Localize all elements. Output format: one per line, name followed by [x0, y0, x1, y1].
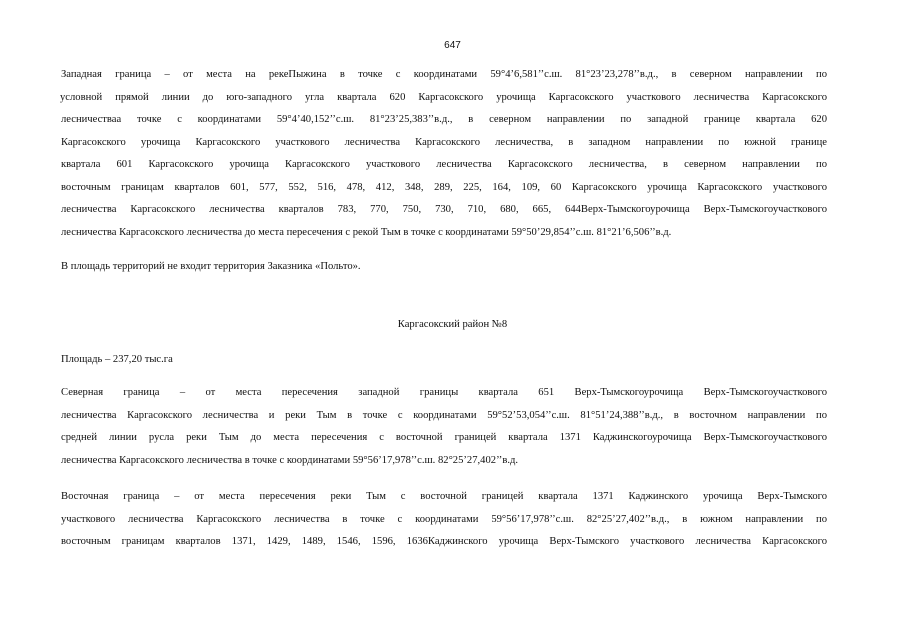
paragraph-line: условной прямой линии до юго-западного угла квартала 620 Каргасокского урочища Каргасокского участкового лесничества Каргасокского	[60, 91, 827, 103]
paragraph-line: Площадь – 237,20 тыс.га	[61, 354, 173, 365]
paragraph-line: участкового лесничества Каргасокского лесничества в точке с координатами 59°56’17,978’’с.ш. 82°25’27,402’’в.д., в южном направлении по	[61, 513, 827, 525]
paragraph-line: средней линии русла реки Тым до места пересечения с восточной границей квартала 1371 Каджинскогоурочища Верх-Тымскогоучасткового	[61, 432, 827, 443]
western-border-paragraph	[61, 64, 827, 244]
paragraph-line: Восточная граница – от места пересечения реки Тым с восточной границей квартала 1371 Каджинского урочища Верх-Тымского	[61, 491, 827, 502]
paragraph-line: Северная граница – от места пересечения западной границы квартала 651 Верх-Тымскогоурочища Верх-Тымскогоучасткового	[61, 387, 827, 398]
paragraph-line: Каргасокского урочища Каргасокского участкового лесничества Каргасокского лесничества, в западном направлении по южной границе	[61, 136, 827, 148]
paragraph-line: восточным границам кварталов 601, 577, 552, 516, 478, 412, 348, 289, 225, 164, 109, 60 Каргасокского урочища Каргасокского участкового	[61, 181, 827, 193]
area-line	[61, 349, 827, 372]
page-number: 647	[444, 40, 461, 51]
paragraph-line: лесничества Каргасокского лесничества кварталов 783, 770, 750, 730, 710, 680, 665, 644Верх-Тымскогоурочища Верх-Тымскогоучасткового	[61, 204, 827, 215]
paragraph-line: лесничества Каргасокского лесничества и реки Тым в точке с координатами 59°52’53,054’’с.ш. 81°51’24,388’’в.д., в восточном направлении по	[61, 409, 827, 421]
paragraph-line: лесничества Каргасокского лесничества в точке с координатами 59°56’17,978’’с.ш. 82°25’27,402’’в.д.	[61, 454, 519, 466]
district-heading: Каргасокский район №8	[397, 319, 508, 330]
paragraph-line: В площадь территорий не входит территория Заказника «Польто».	[61, 261, 361, 272]
paragraph-line: лесничества Каргасокского лесничества до места пересечения с рекой Тым в точке с координатами 59°50’29,854’’с.ш. 81°21’6,506’’в.д.	[61, 226, 672, 238]
exclusion-note	[61, 256, 827, 279]
paragraph-line: квартала 601 Каргасокского урочища Каргасокского участкового лесничества Каргасокского лесничества, в северном направлении по	[61, 159, 827, 170]
paragraph-line: лесничестваа точке с координатами 59°4’40,152’’с.ш. 81°23’25,383’’в.д., в северном направлении по западной границе квартала 620	[61, 114, 827, 125]
paragraph-line: Западная граница – от места на рекеПыжина в точке с координатами 59°4’6,581’’с.ш. 81°23’23,278’’в.д., в северном направлении по	[61, 69, 827, 80]
paragraph-line: восточным границам кварталов 1371, 1429, 1489, 1546, 1596, 1636Каджинского урочища Верх-Тымского участкового лесничества Каргасокского	[61, 536, 827, 547]
northern-border-paragraph	[61, 382, 827, 472]
eastern-border-paragraph	[61, 486, 827, 554]
